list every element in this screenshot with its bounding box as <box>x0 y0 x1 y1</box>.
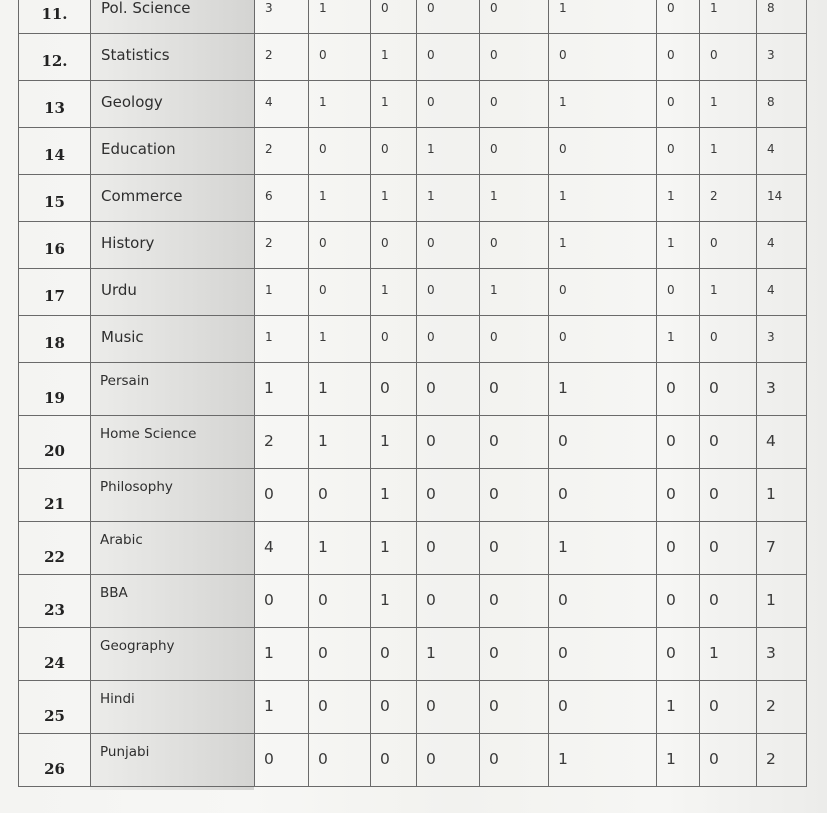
count-cell: 1 <box>371 469 417 522</box>
count-cell: 4 <box>255 81 309 128</box>
count-cell: 1 <box>371 175 417 222</box>
count-cell: 0 <box>549 128 657 175</box>
count-cell: 0 <box>371 0 417 34</box>
serial-number: 15 <box>19 175 91 222</box>
total-cell: 2 <box>757 734 807 787</box>
subject-name: Statistics <box>91 34 255 81</box>
count-cell: 1 <box>549 175 657 222</box>
count-cell: 0 <box>549 575 657 628</box>
table-row <box>19 269 807 316</box>
count-cell: 1 <box>700 628 757 681</box>
subject-name: Pol. Science <box>91 0 255 34</box>
count-cell: 0 <box>417 316 480 363</box>
count-cell: 0 <box>480 316 549 363</box>
total-cell: 3 <box>757 34 807 81</box>
count-cell: 0 <box>309 681 371 734</box>
subject-name: Urdu <box>91 269 255 316</box>
count-cell: 0 <box>480 81 549 128</box>
table-row <box>19 363 807 416</box>
count-cell: 0 <box>309 734 371 787</box>
count-cell: 0 <box>255 469 309 522</box>
count-cell: 2 <box>700 175 757 222</box>
table-row <box>19 575 807 628</box>
count-cell: 4 <box>255 522 309 575</box>
count-cell: 1 <box>255 681 309 734</box>
count-cell: 0 <box>700 681 757 734</box>
table-row <box>19 416 807 469</box>
subject-name: BBA <box>91 575 255 628</box>
count-cell: 1 <box>255 269 309 316</box>
table-body <box>19 0 807 787</box>
count-cell: 1 <box>371 416 417 469</box>
table-row <box>19 316 807 363</box>
count-cell: 1 <box>255 628 309 681</box>
count-cell: 1 <box>700 269 757 316</box>
total-cell: 8 <box>757 0 807 34</box>
table-row <box>19 628 807 681</box>
count-cell: 0 <box>371 316 417 363</box>
count-cell: 0 <box>549 34 657 81</box>
count-cell: 1 <box>371 575 417 628</box>
count-cell: 0 <box>371 681 417 734</box>
total-cell: 7 <box>757 522 807 575</box>
count-cell: 1 <box>371 269 417 316</box>
count-cell: 0 <box>309 575 371 628</box>
count-cell: 1 <box>700 0 757 34</box>
count-cell: 0 <box>549 416 657 469</box>
count-cell: 0 <box>417 222 480 269</box>
count-cell: 0 <box>417 416 480 469</box>
count-cell: 0 <box>657 469 700 522</box>
total-cell: 1 <box>757 469 807 522</box>
serial-number: 17 <box>19 269 91 316</box>
total-cell: 4 <box>757 128 807 175</box>
total-cell: 8 <box>757 81 807 128</box>
count-cell: 0 <box>480 522 549 575</box>
count-cell: 0 <box>255 734 309 787</box>
subject-name: Geology <box>91 81 255 128</box>
count-cell: 0 <box>480 575 549 628</box>
count-cell: 0 <box>371 628 417 681</box>
subject-name: Hindi <box>91 681 255 734</box>
count-cell: 0 <box>700 363 757 416</box>
table-row <box>19 734 807 787</box>
table-row <box>19 0 807 34</box>
count-cell: 0 <box>371 734 417 787</box>
count-cell: 1 <box>657 175 700 222</box>
table-row <box>19 469 807 522</box>
count-cell: 0 <box>657 628 700 681</box>
count-cell: 0 <box>309 222 371 269</box>
count-cell: 0 <box>700 316 757 363</box>
count-cell: 1 <box>309 81 371 128</box>
count-cell: 0 <box>309 269 371 316</box>
count-cell: 1 <box>417 175 480 222</box>
count-cell: 2 <box>255 34 309 81</box>
serial-number: 20 <box>19 416 91 469</box>
count-cell: 0 <box>480 469 549 522</box>
count-cell: 0 <box>480 34 549 81</box>
count-cell: 0 <box>417 681 480 734</box>
count-cell: 0 <box>309 628 371 681</box>
total-cell: 4 <box>757 416 807 469</box>
subject-name: Commerce <box>91 175 255 222</box>
count-cell: 0 <box>371 222 417 269</box>
total-cell: 4 <box>757 222 807 269</box>
count-cell: 0 <box>417 81 480 128</box>
count-cell: 0 <box>255 575 309 628</box>
count-cell: 0 <box>309 128 371 175</box>
subject-name: History <box>91 222 255 269</box>
count-cell: 1 <box>255 316 309 363</box>
count-cell: 1 <box>549 363 657 416</box>
count-cell: 1 <box>309 316 371 363</box>
count-cell: 0 <box>371 363 417 416</box>
count-cell: 0 <box>417 34 480 81</box>
serial-number: 19 <box>19 363 91 416</box>
count-cell: 1 <box>309 175 371 222</box>
count-cell: 0 <box>480 416 549 469</box>
count-cell: 1 <box>549 0 657 34</box>
count-cell: 1 <box>657 734 700 787</box>
count-cell: 1 <box>549 734 657 787</box>
count-cell: 0 <box>657 81 700 128</box>
count-cell: 1 <box>700 81 757 128</box>
count-cell: 1 <box>309 416 371 469</box>
total-cell: 14 <box>757 175 807 222</box>
table-row <box>19 522 807 575</box>
count-cell: 0 <box>700 734 757 787</box>
count-cell: 0 <box>700 416 757 469</box>
table-row <box>19 81 807 128</box>
count-cell: 0 <box>549 316 657 363</box>
count-cell: 1 <box>549 81 657 128</box>
count-cell: 0 <box>700 222 757 269</box>
count-cell: 0 <box>480 128 549 175</box>
serial-number: 16 <box>19 222 91 269</box>
serial-number: 11. <box>19 0 91 34</box>
count-cell: 1 <box>657 316 700 363</box>
data-table <box>18 0 807 787</box>
subject-name: Philosophy <box>91 469 255 522</box>
total-cell: 2 <box>757 681 807 734</box>
count-cell: 1 <box>549 522 657 575</box>
count-cell: 0 <box>657 416 700 469</box>
count-cell: 1 <box>657 681 700 734</box>
count-cell: 0 <box>480 628 549 681</box>
subject-name: Music <box>91 316 255 363</box>
count-cell: 1 <box>309 363 371 416</box>
count-cell: 0 <box>549 681 657 734</box>
total-cell: 3 <box>757 316 807 363</box>
count-cell: 0 <box>417 734 480 787</box>
count-cell: 0 <box>417 0 480 34</box>
table-row <box>19 175 807 222</box>
table-row <box>19 222 807 269</box>
count-cell: 0 <box>309 469 371 522</box>
count-cell: 2 <box>255 222 309 269</box>
count-cell: 0 <box>480 363 549 416</box>
subject-name: Punjabi <box>91 734 255 787</box>
subject-name: Persain <box>91 363 255 416</box>
serial-number: 26 <box>19 734 91 787</box>
count-cell: 0 <box>480 681 549 734</box>
count-cell: 0 <box>657 0 700 34</box>
serial-number: 25 <box>19 681 91 734</box>
total-cell: 4 <box>757 269 807 316</box>
table-row <box>19 128 807 175</box>
count-cell: 6 <box>255 175 309 222</box>
count-cell: 1 <box>657 222 700 269</box>
count-cell: 0 <box>417 269 480 316</box>
count-cell: 0 <box>700 575 757 628</box>
subject-name: Education <box>91 128 255 175</box>
count-cell: 2 <box>255 128 309 175</box>
subject-name: Geography <box>91 628 255 681</box>
table-row <box>19 681 807 734</box>
count-cell: 0 <box>657 269 700 316</box>
count-cell: 0 <box>700 469 757 522</box>
count-cell: 0 <box>480 222 549 269</box>
count-cell: 0 <box>549 469 657 522</box>
count-cell: 0 <box>549 269 657 316</box>
count-cell: 1 <box>480 175 549 222</box>
serial-number: 24 <box>19 628 91 681</box>
count-cell: 0 <box>371 128 417 175</box>
count-cell: 3 <box>255 0 309 34</box>
count-cell: 0 <box>657 34 700 81</box>
total-cell: 1 <box>757 575 807 628</box>
serial-number: 12. <box>19 34 91 81</box>
count-cell: 2 <box>255 416 309 469</box>
count-cell: 0 <box>657 363 700 416</box>
count-cell: 1 <box>700 128 757 175</box>
serial-number: 21 <box>19 469 91 522</box>
count-cell: 0 <box>480 734 549 787</box>
total-cell: 3 <box>757 363 807 416</box>
serial-number: 18 <box>19 316 91 363</box>
serial-number: 14 <box>19 128 91 175</box>
table-row <box>19 34 807 81</box>
count-cell: 0 <box>480 0 549 34</box>
subject-name: Home Science <box>91 416 255 469</box>
count-cell: 0 <box>700 34 757 81</box>
count-cell: 0 <box>417 575 480 628</box>
count-cell: 0 <box>417 363 480 416</box>
count-cell: 1 <box>417 628 480 681</box>
count-cell: 1 <box>309 522 371 575</box>
subject-name: Arabic <box>91 522 255 575</box>
serial-number: 23 <box>19 575 91 628</box>
count-cell: 1 <box>371 522 417 575</box>
count-cell: 0 <box>700 522 757 575</box>
serial-number: 22 <box>19 522 91 575</box>
count-cell: 0 <box>309 34 371 81</box>
count-cell: 1 <box>309 0 371 34</box>
count-cell: 1 <box>255 363 309 416</box>
total-cell: 3 <box>757 628 807 681</box>
count-cell: 0 <box>657 128 700 175</box>
count-cell: 0 <box>417 522 480 575</box>
count-cell: 0 <box>549 628 657 681</box>
count-cell: 0 <box>657 522 700 575</box>
count-cell: 1 <box>371 81 417 128</box>
count-cell: 1 <box>417 128 480 175</box>
count-cell: 0 <box>417 469 480 522</box>
count-cell: 1 <box>480 269 549 316</box>
count-cell: 0 <box>657 575 700 628</box>
count-cell: 1 <box>371 34 417 81</box>
serial-number: 13 <box>19 81 91 128</box>
count-cell: 1 <box>549 222 657 269</box>
